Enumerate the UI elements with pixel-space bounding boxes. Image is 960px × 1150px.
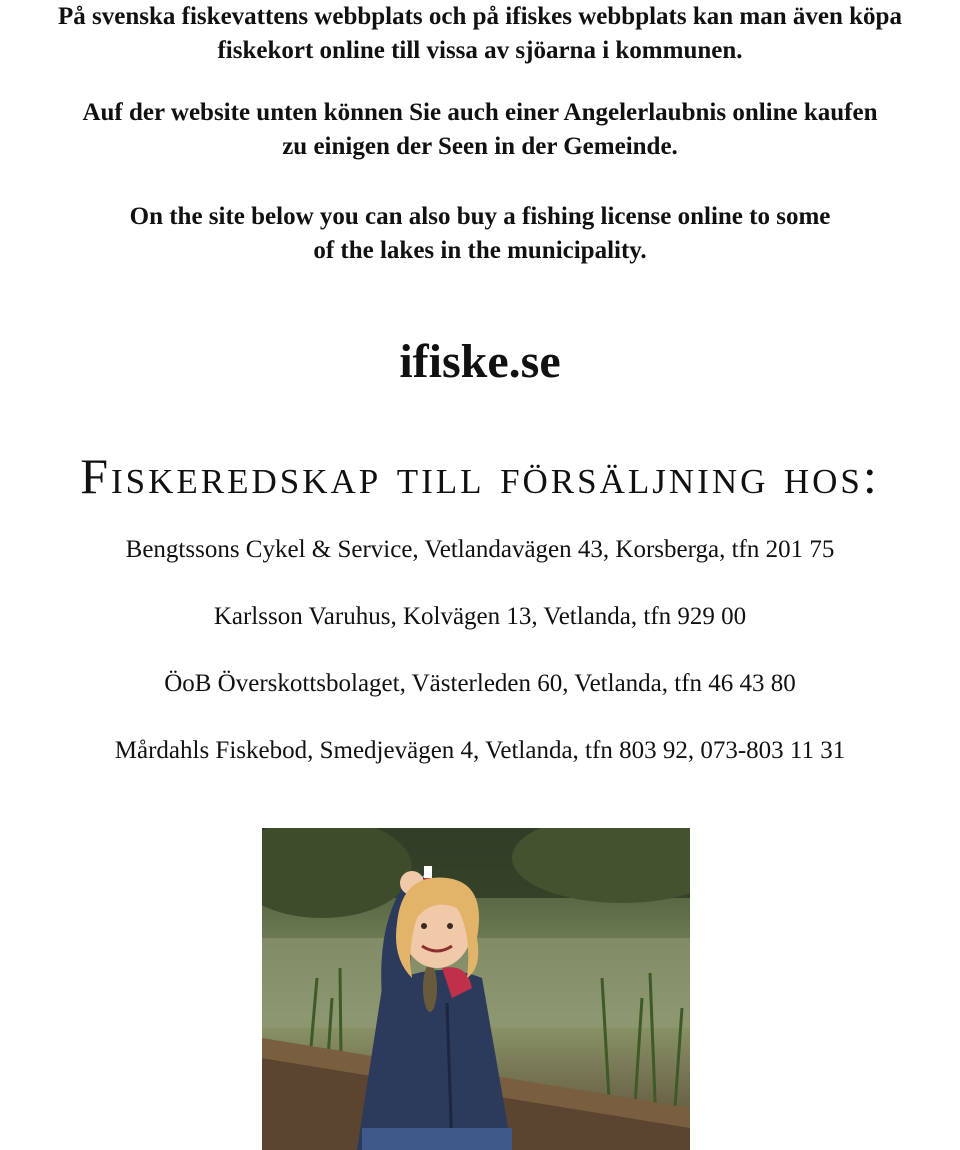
shop-item-oob: ÖoB Överskottsbolaget, Västerleden 60, Vetlanda, tfn 46 43 80 xyxy=(164,670,796,697)
intro-english-line-1: On the site below you can also buy a fishing license online to some xyxy=(129,203,831,230)
shop-item-karlsson: Karlsson Varuhus, Kolvägen 13, Vetlanda, tfn 929 00 xyxy=(213,603,747,630)
site-link-ifiske[interactable]: ifiske.se xyxy=(399,335,561,388)
intro-swedish xyxy=(0,0,960,68)
intro-german xyxy=(0,96,960,164)
photo-child-with-fish xyxy=(262,828,690,1150)
intro-swedish-line-1: På svenska fiskevattens webbplats och på ifiskes webbplats kan man även köpa xyxy=(58,3,902,30)
shop-item-bengtssons: Bengtssons Cykel & Service, Vetlandavägen 43, Korsberga, tfn 201 75 xyxy=(125,536,835,563)
intro-german-line-2: zu einigen der Seen in der Gemeinde. xyxy=(282,133,678,160)
shop-item-mardahls: Mårdahls Fiskebod, Smedjevägen 4, Vetlanda, tfn 803 92, 073-803 11 31 xyxy=(114,737,846,764)
shops-heading: Fiskeredskap till försäljning hos: xyxy=(80,448,880,504)
intro-english xyxy=(0,200,960,268)
intro-english-line-2: of the lakes in the municipality. xyxy=(313,237,647,264)
intro-german-line-1: Auf der website unten können Sie auch einer Angelerlaubnis online kaufen xyxy=(82,99,878,126)
intro-swedish-line-2: fiskekort online till vissa av sjöarna i kommunen. xyxy=(217,37,743,64)
shop-list xyxy=(0,530,960,798)
